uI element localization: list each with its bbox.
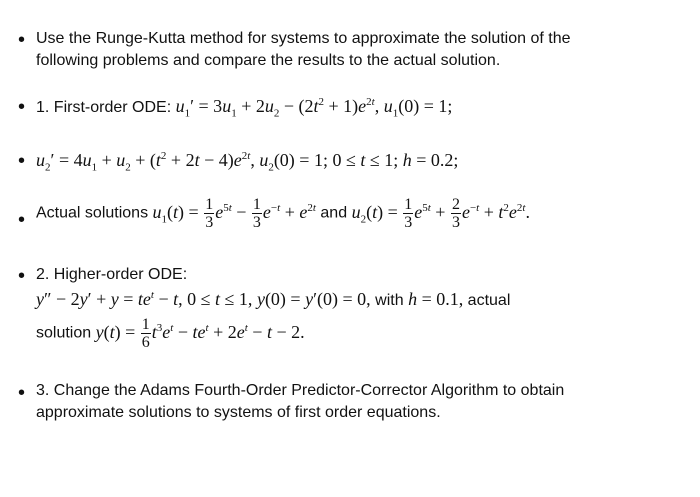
and-text: and [320, 204, 348, 222]
bullet-dot: • [18, 150, 26, 172]
problem-1-line-2 [36, 150, 459, 174]
problem-3-line-2: approximate solutions to systems of first order equations. [36, 404, 441, 421]
problem-2-solution-line [36, 316, 305, 351]
problem-1-equation-2: $u_2' = 4u_1 + u_2 + (t^2 + 2t - 4)e^{2t}$, $u_2(0) = 1$; 0 ≤ t ≤ 1; h = 0.2; [36, 150, 459, 174]
intro-line-2: following problems and compare the results to the actual solution. [36, 52, 501, 69]
problem-2-equation-line [36, 289, 510, 310]
with-text: with [375, 292, 404, 309]
bullet-dot: • [18, 96, 26, 118]
solution-label: solution [36, 324, 92, 342]
bullet-dot: • [18, 29, 26, 51]
actual-solutions-label: Actual solutions [36, 204, 149, 222]
problem-2-solution: y(t) = $\frac{1}{6}$ $t^3e^t - te^t + 2e^t - t - 2$. [95, 316, 305, 351]
problem-1-label: 1. First-order ODE: [36, 99, 172, 116]
h-value: h = 0.1, [408, 289, 464, 309]
actual-text: actual [467, 292, 511, 309]
u1-solution: $u_1(t)$ = $\frac{1}{3}$ $e^{5t}$ − $\frac{1}{3}$ $e^{-t} + e^{2t}$ [152, 196, 316, 231]
problem-1-actual-line [36, 196, 530, 231]
bullet-dot: • [18, 382, 26, 404]
problem-2-equation: $y'' - 2y' + y = te^t - t$, 0 ≤ t ≤ 1, y(0) = y′(0) = 0, [36, 289, 376, 309]
bullet-dot: • [18, 209, 26, 231]
problem-1-equation-1: $u_1' = 3u_1 + 2u_2 - (2t^2 + 1)e^{2t}$, $u_1(0) = 1$; [175, 96, 453, 120]
bullet-dot: • [18, 265, 26, 287]
problem-2-label: 2. Higher-order ODE: [36, 266, 188, 283]
problem-1-line [36, 96, 453, 120]
problem-3-line-1: 3. Change the Adams Fourth-Order Predictor-Corrector Algorithm to obtain [36, 382, 565, 399]
intro-line-1: Use the Runge-Kutta method for systems to approximate the solution of the [36, 30, 571, 47]
u2-solution: $u_2(t)$ = $\frac{1}{3}$ $e^{5t}$ + $\frac{2}{3}$ $e^{-t} + t^2e^{2t}$. [351, 196, 530, 231]
